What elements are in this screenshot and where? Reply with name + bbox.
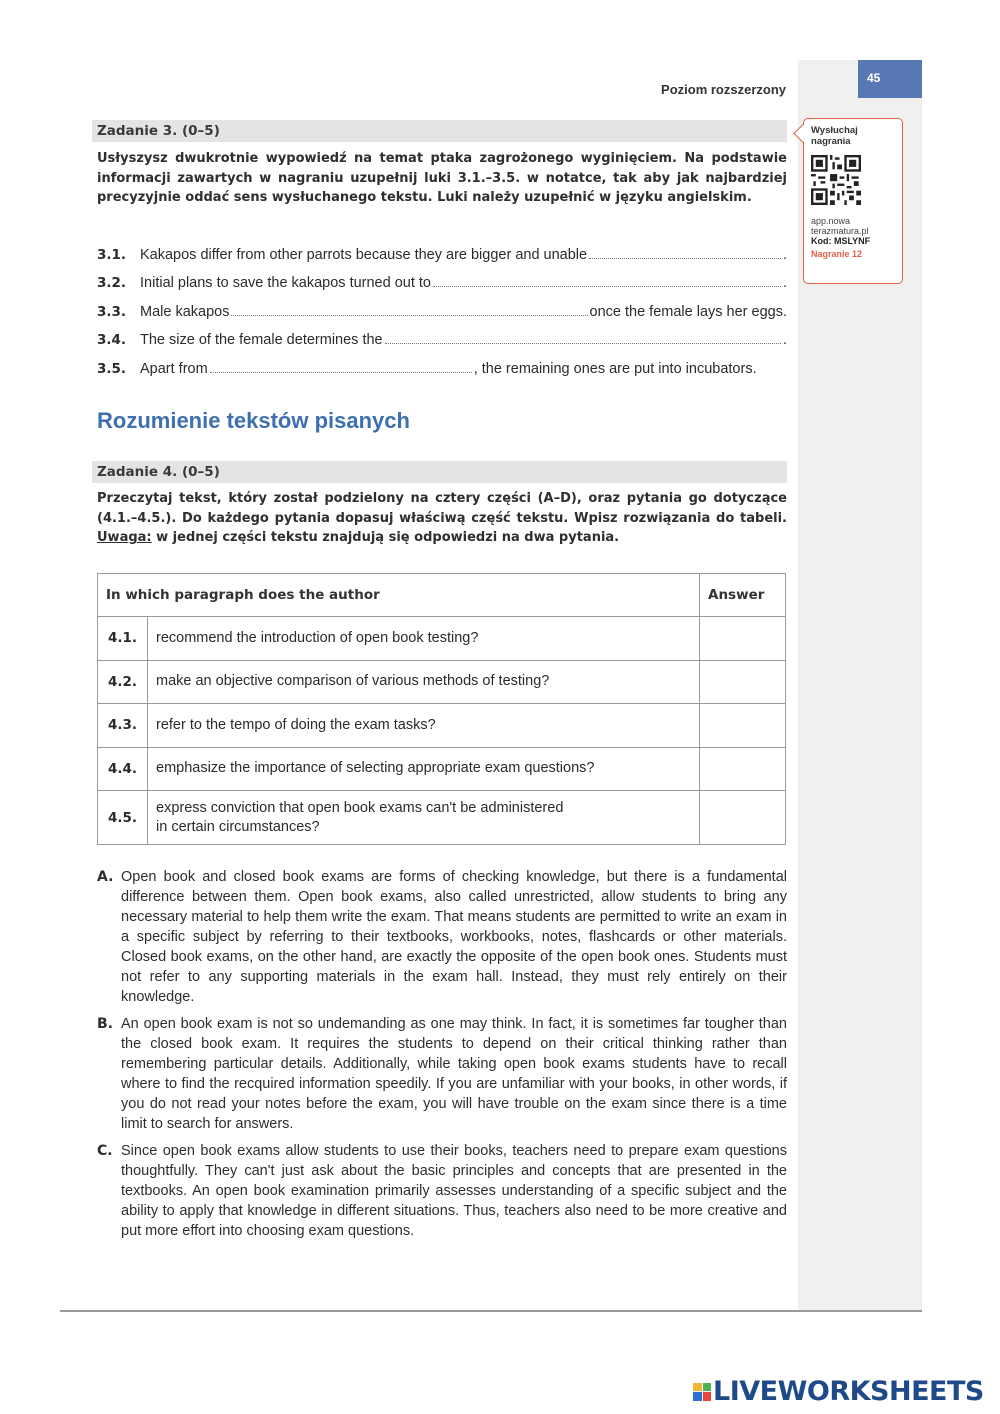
- section-title: Rozumienie tekstów pisanych: [97, 408, 410, 433]
- liveworksheets-brand[interactable]: [693, 1376, 984, 1407]
- paragraph-letter: C.: [97, 1143, 113, 1159]
- running-title: Poziom rozszerzony: [661, 82, 786, 97]
- paragraph-a: [97, 867, 787, 1007]
- column-header-question: In which paragraph does the author: [98, 574, 700, 617]
- question-number: 4.5.: [98, 791, 148, 845]
- answer-cell-4-5[interactable]: [700, 791, 786, 845]
- column-header-answer: Answer: [700, 574, 786, 617]
- recording-callout: [803, 118, 903, 284]
- gap-text-before: Kakapos differ from other parrots because they are bigger and unable: [140, 247, 588, 263]
- recording-title-2: nagrania: [811, 136, 851, 147]
- gap-item-3-1: [97, 247, 787, 267]
- question-text: make an objective comparison of various methods of testing?: [148, 660, 700, 704]
- liveworksheets-logo-icon: [693, 1383, 711, 1401]
- gap-item-3-2: [97, 275, 787, 295]
- task4-instruction-text: Przeczytaj tekst, który został podzielony na cztery części (A–D), oraz pytania go dotyczące (4.1.–4.5.). Do każdego pytania dopasuj właściwą część tekstu. Wpisz rozwiązania do tabeli.: [97, 491, 787, 526]
- table-header-row: [98, 574, 786, 617]
- gap-item-3-4: [97, 332, 787, 352]
- gap-blank-3-4[interactable]: [385, 332, 781, 344]
- paragraph-text: Open book and closed book exams are forms of checking knowledge, but there is a fundamental difference between them. Open book exams, also called unrestricted, allow students to bring any necessary material to help them write the exam. That means students are permitted to write an exam in a specific subject by referring to their textbooks, workbooks, notes, flashcards or other materials. Closed book exams, on the other hand, are exactly the opposite of the open book ones. Students must not refer to any supporting materials in the exam hall. Instead, they must rely entirely on their knowledge.: [121, 869, 787, 1005]
- recording-code: Kod: MSLYNF: [811, 236, 871, 246]
- table-row: [98, 791, 786, 845]
- recording-track: Nagranie 12: [811, 249, 863, 259]
- answer-cell-4-2[interactable]: [700, 660, 786, 704]
- gap-blank-3-3[interactable]: [231, 304, 587, 316]
- qr-code-icon[interactable]: [811, 155, 861, 205]
- paragraph-letter: A.: [97, 869, 114, 885]
- task3-instruction: Usłyszysz dwukrotnie wypowiedź na temat ptaka zagrożonego wyginięciem. Na podstawie informacji zawartych w nagraniu uzupełnij luki 3.1.–3.5. w notatce, tak aby jak najbardziej precyzyjnie oddać sens wysłuchanego tekstu. Luki należy uzupełnić w języku angielskim.: [97, 151, 787, 205]
- paragraph-text: An open book exam is not so undemanding as one may think. In fact, it is sometimes far tougher than the closed book exam. It requires the students to depend on their critical thinking rather than remembering particular details. Additionally, while taking open book exams students have to recall where to find the recquired information speedily. If you are unfamiliar with your books, in other words, if you do not read your notes before the exam, you will have trouble on the exam since there is a time limit to search for answers.: [121, 1016, 787, 1132]
- brand-name: LIVEWORKSHEETS: [713, 1376, 984, 1407]
- gap-number: 3.5.: [97, 361, 127, 377]
- gap-text-before: Initial plans to save the kakapos turned out to: [140, 275, 431, 291]
- gap-number: 3.1.: [97, 247, 127, 263]
- page-number: 45: [858, 60, 922, 98]
- gap-blank-3-2[interactable]: [433, 275, 781, 287]
- recording-url-2: terazmatura.pl: [811, 226, 869, 236]
- paragraph-text: Since open book exams allow students to use their books, teachers need to prepare exam questions thoughtfully. They can't just ask about the basic principles and concepts that are presented in the textbooks. An open book examination primarily assesses understanding of a specific subject and the ability to apply that knowledge in different situations. Thus, teachers also need to be more creative and put more effort into choosing exam questions.: [121, 1143, 787, 1239]
- table-row: [98, 660, 786, 704]
- answer-table: [97, 573, 786, 845]
- recording-title-1: Wysłuchaj: [811, 125, 858, 136]
- question-text: recommend the introduction of open book testing?: [148, 617, 700, 661]
- table-row: [98, 747, 786, 791]
- task4-instruction: [97, 489, 787, 548]
- task4-note-label: Uwaga:: [97, 530, 152, 545]
- question-text: [148, 791, 700, 845]
- gap-number: 3.2.: [97, 275, 127, 291]
- gap-text-before: Male kakapos: [140, 304, 230, 320]
- gap-text-after: once the female lays her eggs.: [589, 304, 787, 320]
- answer-cell-4-3[interactable]: [700, 704, 786, 748]
- gap-item-3-3: [97, 304, 787, 324]
- answer-cell-4-4[interactable]: [700, 747, 786, 791]
- gap-text-after: , the remaining ones are put into incubators.: [473, 361, 757, 377]
- gap-item-3-5: [97, 361, 787, 381]
- question-number: 4.1.: [98, 617, 148, 661]
- gap-number: 3.4.: [97, 332, 127, 348]
- question-text-line: in certain circumstances?: [156, 818, 320, 835]
- question-number: 4.4.: [98, 747, 148, 791]
- answer-cell-4-1[interactable]: [700, 617, 786, 661]
- question-number: 4.2.: [98, 660, 148, 704]
- bottom-rule: [60, 1310, 922, 1312]
- table-row: [98, 704, 786, 748]
- gap-text-after: .: [782, 247, 787, 263]
- question-text: refer to the tempo of doing the exam tasks?: [148, 704, 700, 748]
- gap-blank-3-5[interactable]: [210, 361, 472, 373]
- question-text: emphasize the importance of selecting appropriate exam questions?: [148, 747, 700, 791]
- question-number: 4.3.: [98, 704, 148, 748]
- task4-note-text: w jednej części tekstu znajdują się odpowiedzi na dwa pytania.: [151, 530, 620, 545]
- gap-text-before: The size of the female determines the: [140, 332, 383, 348]
- table-row: [98, 617, 786, 661]
- task3-heading: Zadanie 3. (0–5): [92, 120, 787, 142]
- paragraph-c: [97, 1141, 787, 1241]
- gap-text-after: .: [782, 275, 787, 291]
- paragraph-letter: B.: [97, 1016, 113, 1032]
- gap-text-before: Apart from: [140, 361, 208, 377]
- gap-blank-3-1[interactable]: [589, 247, 781, 259]
- task4-heading: Zadanie 4. (0–5): [92, 461, 787, 483]
- question-text-line: express conviction that open book exams can't be administered: [156, 799, 564, 816]
- gap-text-after: .: [782, 332, 787, 348]
- recording-url-1: app.nowa: [811, 216, 851, 226]
- paragraph-b: [97, 1014, 787, 1134]
- gap-number: 3.3.: [97, 304, 127, 320]
